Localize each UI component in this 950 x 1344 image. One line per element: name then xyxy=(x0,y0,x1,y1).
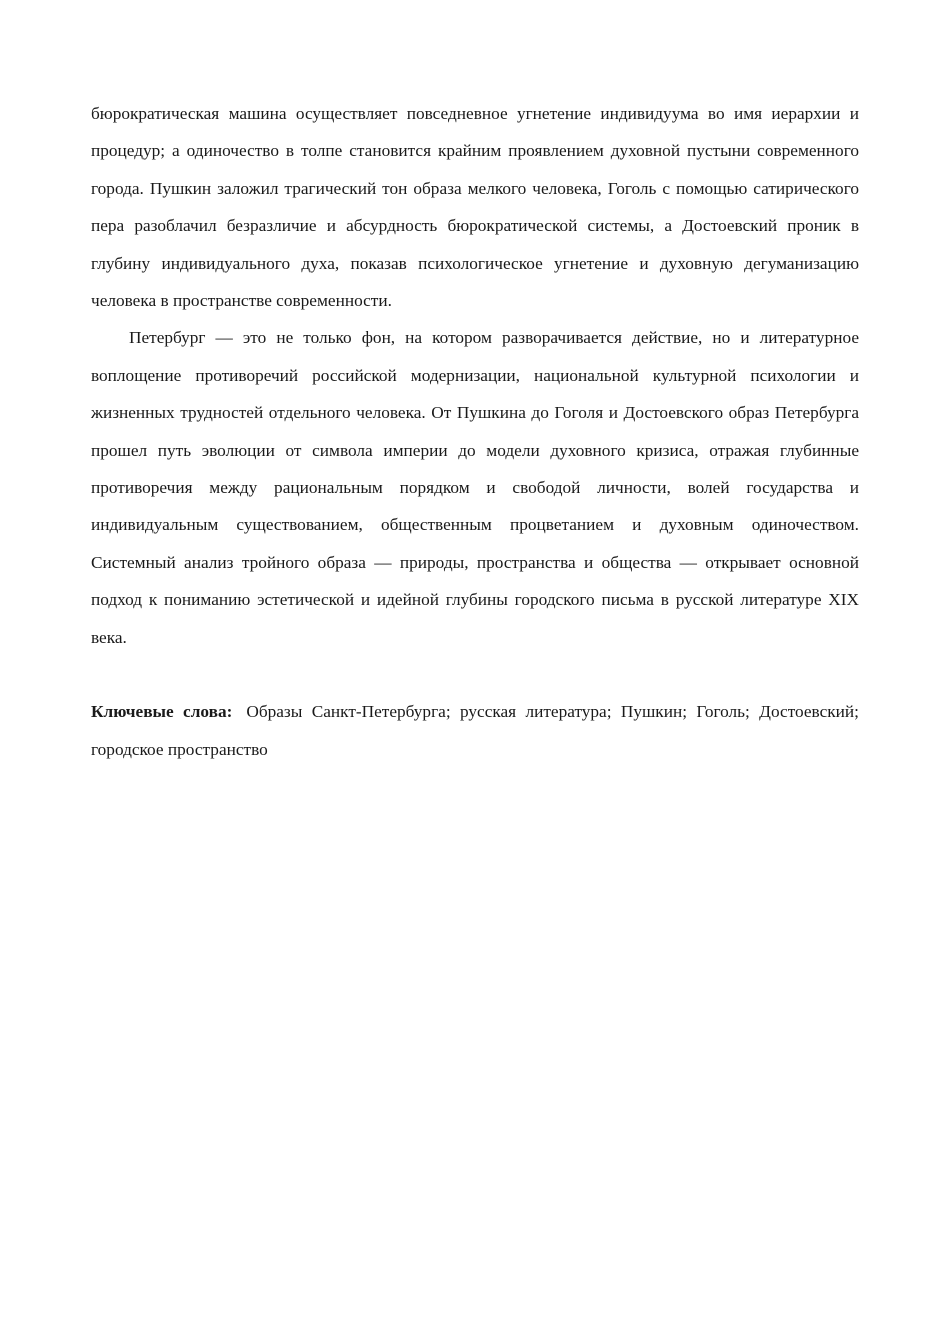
keywords-label: Ключевые слова: xyxy=(91,702,233,722)
paragraph-petersburg: Петербург — это не только фон, на котором разворачивается действие, но и литературное воплощение противоречий российской модернизации, национальной культурной психологии и жизненных трудностей отдельного человека. От Пушкина до Гоголя и Достоевского образ Петербурга прошел путь эволюции от символа империи до модели духовного кризиса, отражая глубинные противоречия между рациональным порядком и свободой личности, волей государства и индивидуальным существованием, общественным процветанием и духовным одиночеством. Системный анализ тройного образа — природы, пространства и общества — открывает основной подход к пониманию эстетической и идейной глубины городского письма в русской литературе XIX века. xyxy=(91,328,859,647)
keywords-block xyxy=(91,693,859,768)
paragraph-continuation: бюрократическая машина осуществляет повседневное угнетение индивидуума во имя иерархии и процедур; а одиночество в толпе становится крайним проявлением духовной пустыни современного города. Пушкин заложил трагический тон образа мелкого человека, Гоголь с помощью сатирического пера разоблачил безразличие и абсурдность бюрократической системы, а Достоевский проник в глубину индивидуального духа, показав психологическое угнетение и духовную дегуманизацию человека в пространстве современности. xyxy=(91,104,859,311)
document-page xyxy=(91,95,859,768)
keywords-text: Образы Санкт-Петербурга; русская литература; Пушкин; Гоголь; Достоевский; городское пространство xyxy=(91,702,859,759)
